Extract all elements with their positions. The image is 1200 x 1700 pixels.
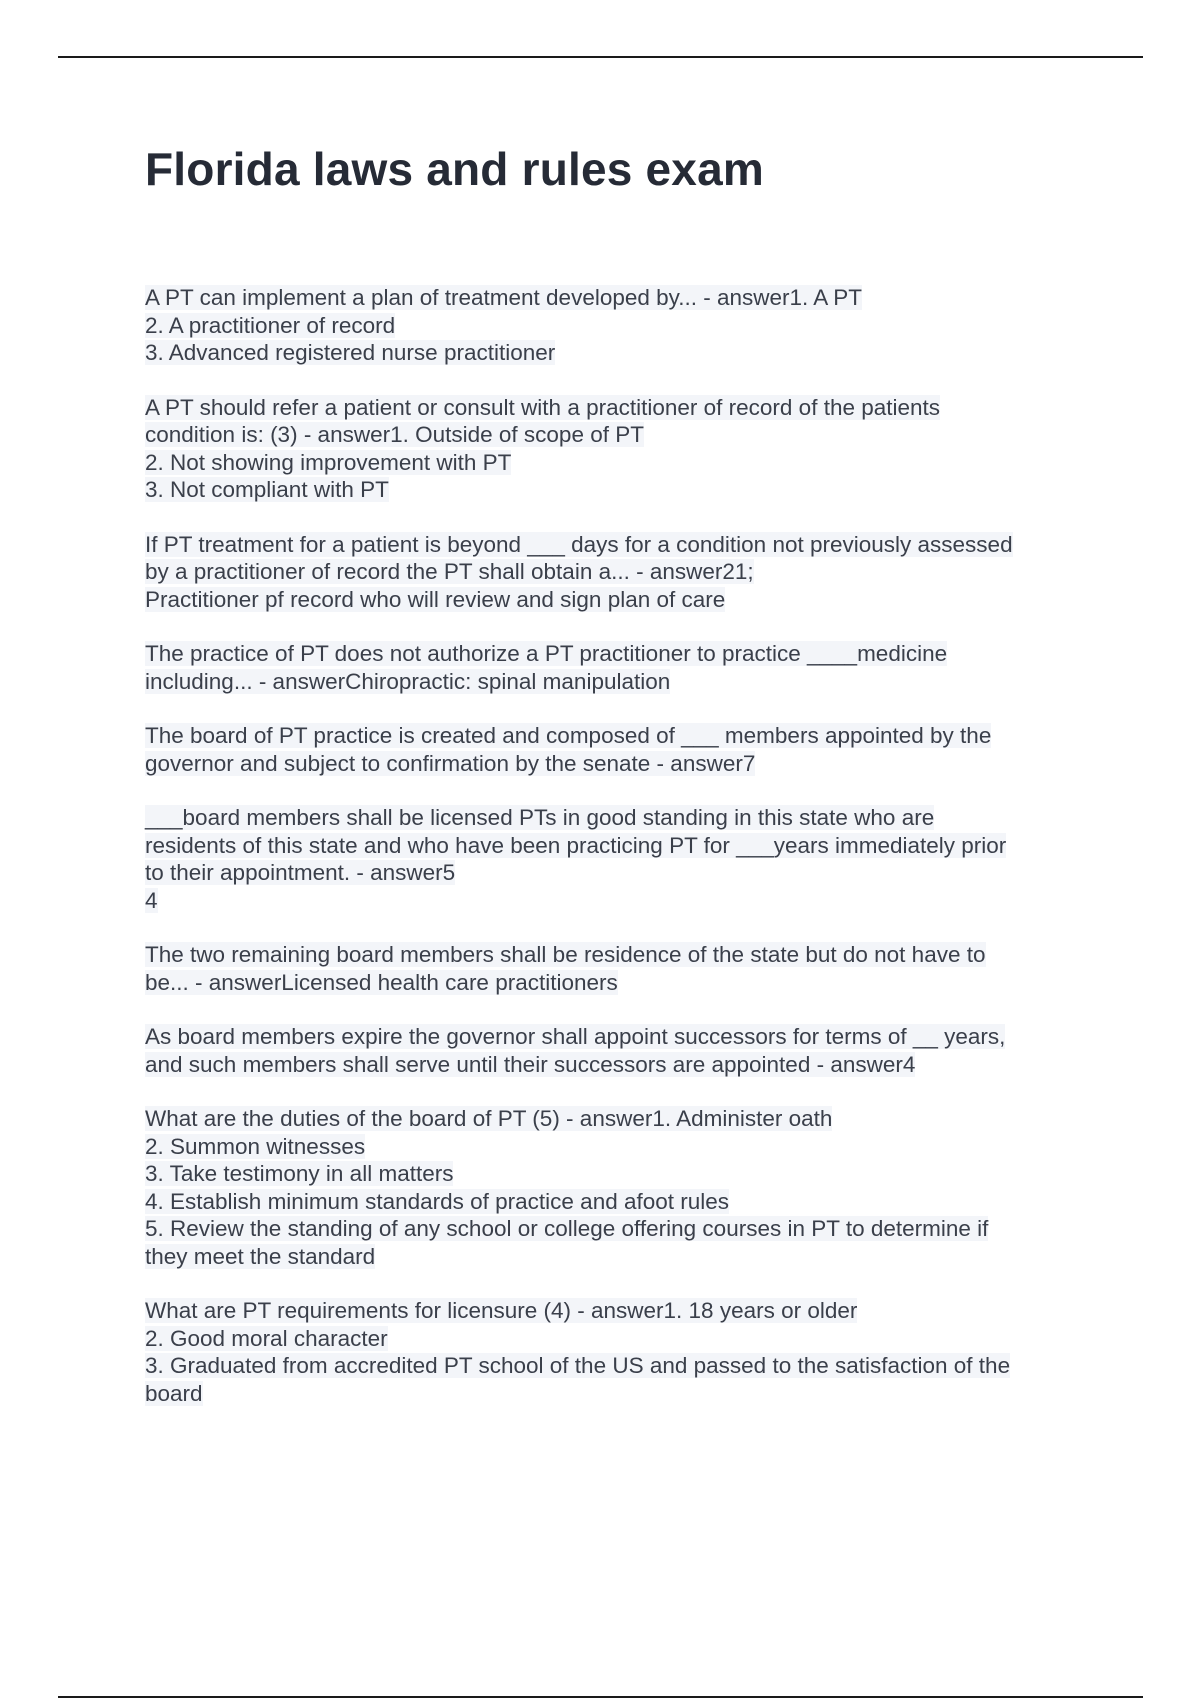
qa-line [145,1297,1085,1325]
qa-line-text: board [145,1380,203,1406]
qa-line-text: The board of PT practice is created and composed of ___ members appointed by the [145,723,992,748]
qa-line [145,284,1085,312]
qa-line [145,1243,1085,1271]
qa-line [145,887,1085,915]
qa-line-text: If PT treatment for a patient is beyond ___ days for a condition not previously assessed [145,531,1013,557]
qa-line [145,558,1085,586]
qa-line [145,859,1085,887]
qa-line-text: by a practitioner of record the PT shall obtain a... - answer21; [145,559,754,584]
qa-line-text: 4. Establish minimum standards of practice and afoot rules [145,1188,730,1214]
qa-line-text: 2. Not showing improvement with PT [145,449,512,475]
qa-line-text: As board members expire the governor shall appoint successors for terms of __ years, [145,1024,1006,1049]
qa-card [145,284,1085,367]
qa-line [145,421,1085,449]
qa-line-text: What are the duties of the board of PT (5) - answer1. Administer oath [145,1106,833,1131]
page-title: Florida laws and rules exam [145,143,764,195]
qa-line [145,1105,1085,1133]
qa-line [145,668,1085,696]
qa-line [145,722,1085,750]
qa-line [145,640,1085,668]
qa-card [145,394,1085,504]
qa-list [145,284,1085,1434]
qa-line-text: 2. Good moral character [145,1325,388,1351]
qa-line-text: to their appointment. - answer5 [145,860,456,885]
qa-card [145,804,1085,914]
qa-line-text: they meet the standard [145,1243,376,1269]
qa-line-text: 3. Advanced registered nurse practitioner [145,340,556,365]
qa-line [145,941,1085,969]
bottom-divider [58,1696,1143,1698]
qa-line [145,1160,1085,1188]
qa-line [145,832,1085,860]
qa-line-text: condition is: (3) - answer1. Outside of scope of PT [145,422,644,447]
qa-line-text: A PT can implement a plan of treatment developed by... - answer1. A PT [145,285,863,310]
qa-line [145,1051,1085,1079]
qa-card [145,1297,1085,1407]
qa-line [145,476,1085,504]
qa-line-text: 3. Not compliant with PT [145,477,389,502]
qa-line-text: 2. Summon witnesses [145,1133,366,1159]
qa-line [145,1023,1085,1051]
qa-line [145,1133,1085,1161]
qa-line-text: What are PT requirements for licensure (4) - answer1. 18 years or older [145,1298,858,1323]
qa-line [145,394,1085,422]
qa-line-text: 5. Review the standing of any school or college offering courses in PT to determine if [145,1216,989,1241]
qa-line-text: 3. Graduated from accredited PT school of the US and passed to the satisfaction of the [145,1353,1011,1378]
qa-line [145,531,1085,559]
qa-line-text: be... - answerLicensed health care practitioners [145,969,618,995]
qa-line-text: ___board members shall be licensed PTs in good standing in this state who are [145,805,935,830]
qa-line-text: The two remaining board members shall be residence of the state but do not have to [145,942,986,967]
qa-card [145,722,1085,777]
qa-card [145,941,1085,996]
qa-card [145,1105,1085,1270]
qa-line [145,449,1085,477]
qa-line [145,339,1085,367]
qa-line [145,312,1085,340]
qa-line [145,804,1085,832]
qa-line-text: The practice of PT does not authorize a PT practitioner to practice ____medicine [145,641,948,666]
qa-line-text: and such members shall serve until their successors are appointed - answer4 [145,1051,916,1077]
qa-line-text: Practitioner pf record who will review and sign plan of care [145,586,726,612]
qa-card [145,531,1085,614]
qa-card [145,640,1085,695]
qa-line [145,1188,1085,1216]
top-divider [58,56,1143,58]
qa-line [145,969,1085,997]
qa-line-text: 3. Take testimony in all matters [145,1161,454,1186]
qa-line-text: residents of this state and who have been practicing PT for ___years immediately prior [145,832,1007,858]
qa-line-text: 4 [145,887,158,913]
qa-line-text: 2. A practitioner of record [145,312,396,338]
qa-line [145,1380,1085,1408]
qa-line [145,586,1085,614]
qa-line-text: A PT should refer a patient or consult with a practitioner of record of the patients [145,394,941,420]
qa-line [145,1215,1085,1243]
qa-line [145,750,1085,778]
qa-card [145,1023,1085,1078]
qa-line [145,1352,1085,1380]
qa-line-text: including... - answerChiropractic: spinal manipulation [145,668,671,694]
qa-line-text: governor and subject to confirmation by the senate - answer7 [145,750,756,776]
qa-line [145,1325,1085,1353]
